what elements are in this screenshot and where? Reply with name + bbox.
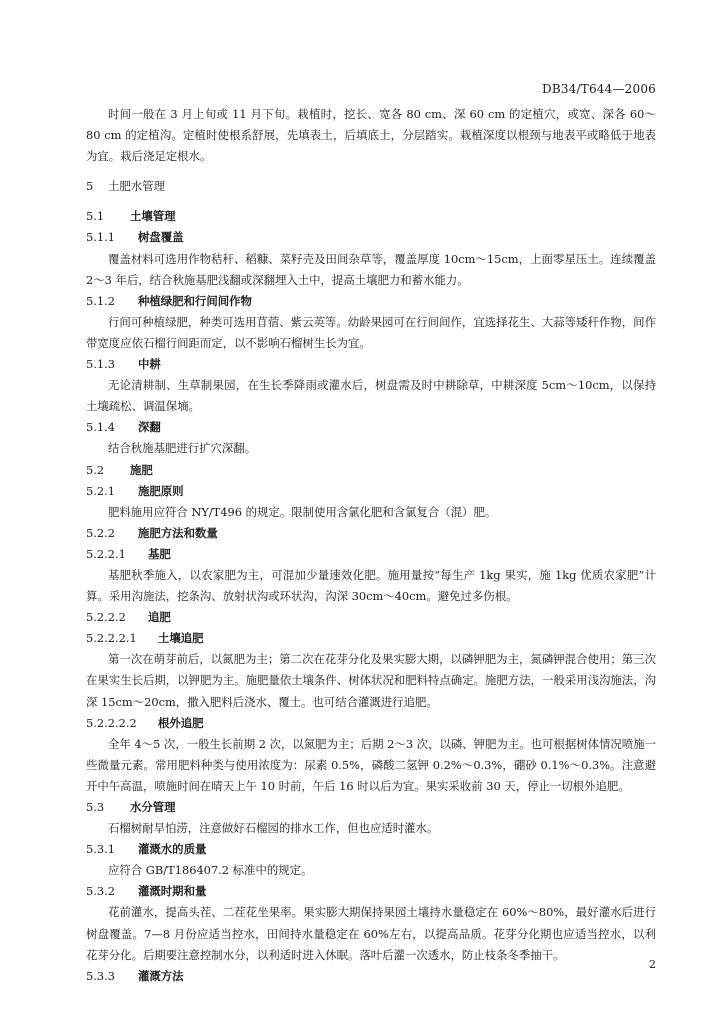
intro-paragraph: 时间一般在 3 月上旬或 11 月下旬。栽植时，挖长、宽各 80 cm、深 60 cm 的定植穴，或宽、深各 60～80 cm 的定植沟。定植时使根系舒展，先填表土，后填底土，分层踏实。栽植深度以根颈与地表平或略低于地表为宜。栽后浇足定根水。 <box>86 107 656 164</box>
heading-number: 5.1 <box>86 209 105 224</box>
heading-title: 土肥水管理 <box>108 179 165 194</box>
paragraph-5-3-1: 应符合 GB/T186407.2 标准中的规定。 <box>108 863 313 878</box>
heading-number: 5.1.1 <box>86 230 115 245</box>
heading-number: 5.2.2.2 <box>86 610 126 625</box>
heading-number: 5.2.2 <box>86 525 115 540</box>
paragraph-5-2-2-2-2: 全年 4～5 次，一般生长前期 2 次，以氮肥为主；后期 2～3 次，以磷、钾肥为主。也可根据树体情况喷施一些微量元素。常用肥料种类与使用浓度为：尿素 0.5%，磷酸二氢钾 0.2%～0.3%，硼砂 0.1%～0.3%。注意避开中午高温，喷施时间在晴天上午 10 时前，午后 16 时以后为宜。果实采收前 30 天，停止一切根外追肥。 <box>86 736 656 793</box>
heading-number: 5.2 <box>86 462 105 477</box>
heading-title: 灌溉时期和量 <box>138 884 207 899</box>
paragraph-5-3: 石榴树耐旱怕涝，注意做好石榴园的排水工作，但也应适时灌水。 <box>108 821 439 836</box>
heading-5-1-1 <box>86 227 656 248</box>
paragraph-5-2-2-1: 基肥秋季施入，以农家肥为主，可混加少量速效化肥。施用量按“每生产 1kg 果实，施 1kg 优质农家肥”计算。采用沟施法，挖条沟、放射状沟或环状沟，沟深 30cm～40cm。避免过多伤根。 <box>86 567 656 604</box>
heading-number: 5.3.3 <box>86 968 115 983</box>
heading-5-2-1 <box>86 481 656 502</box>
heading-number: 5.2.2.2.1 <box>86 631 137 646</box>
heading-5-2-2-2-2 <box>86 713 656 734</box>
paragraph-5-1-4: 结合秋施基肥进行扩穴深翻。 <box>108 441 257 456</box>
heading-5 <box>86 176 656 197</box>
heading-number: 5 <box>86 179 94 194</box>
heading-5-3-3 <box>86 966 656 987</box>
paragraph-5-1-1: 覆盖材料可选用作物秸秆、稻糠、菜籽壳及田间杂草等，覆盖厚度 10cm～15cm，上面零星压土。连续覆盖 2～3 年后，结合秋施基肥浅翻或深翻埋入土中，提高土壤肥力和蓄水能力。 <box>86 251 656 287</box>
heading-number: 5.1.3 <box>86 357 115 372</box>
heading-title: 施肥 <box>130 462 153 477</box>
heading-5-2 <box>86 460 656 481</box>
paragraph-5-1-2: 行间可种植绿肥，种类可选用苜蓿、紫云英等。幼龄果园可在行间间作，宜选择花生、大蒜等矮秆作物，间作带宽度应依石榴行间距而定，以不影响石榴树生长为宜。 <box>86 314 656 350</box>
heading-5-1 <box>86 206 656 227</box>
heading-number: 5.2.1 <box>86 483 115 498</box>
heading-5-3 <box>86 797 656 818</box>
heading-5-2-2-2-1 <box>86 628 656 649</box>
heading-title: 水分管理 <box>130 800 176 814</box>
heading-5-3-2 <box>86 881 656 902</box>
heading-title: 施肥原则 <box>138 483 184 498</box>
heading-title: 基肥 <box>148 546 171 561</box>
heading-title: 施肥方法和数量 <box>138 525 218 540</box>
heading-number: 5.1.2 <box>86 293 115 308</box>
paragraph-5-3-2: 花前灌水，提高头茬、二茬花坐果率。果实膨大期保持果园土壤持水量稳定在 60%～80%，最好灌水后进行树盘覆盖。7—8 月份应适当控水，田间持水量稳定在 60%左右，以提高品质。花芽分化期也应适当控水，以利花芽分化。后期要注意控制水分，以利适时进入休眠。落叶后灌一次透水，防止枝条冬季抽干。 <box>86 905 656 962</box>
heading-title: 深翻 <box>138 420 161 435</box>
heading-5-1-4 <box>86 417 656 438</box>
heading-title: 土壤管理 <box>130 209 176 224</box>
paragraph-5-2-1: 肥料施用应符合 NY/T496 的规定。限制使用含氯化肥和含氯复合（混）肥。 <box>108 504 497 519</box>
heading-title: 树盘覆盖 <box>138 230 184 245</box>
heading-number: 5.1.4 <box>86 420 115 435</box>
heading-number: 5.3.1 <box>86 842 115 857</box>
heading-5-3-1 <box>86 839 656 860</box>
heading-title: 种植绿肥和行间间作物 <box>138 293 252 308</box>
page-number: 2 <box>649 958 656 971</box>
heading-number: 5.3 <box>86 800 105 814</box>
heading-number: 5.2.2.2.2 <box>86 715 137 730</box>
paragraph-5-1-3: 无论清耕制、生草制果园，在生长季降雨或灌水后，树盘需及时中耕除草，中耕深度 5cm～10cm，以保持土壤疏松、调温保墒。 <box>86 378 656 414</box>
heading-title: 土壤追肥 <box>158 631 204 646</box>
heading-title: 中耕 <box>138 357 161 372</box>
heading-title: 追肥 <box>148 610 171 625</box>
heading-number: 5.3.2 <box>86 884 115 899</box>
standard-code: DB34/T644—2006 <box>542 82 656 96</box>
heading-number: 5.2.2.1 <box>86 546 126 561</box>
heading-title: 灌溉水的质量 <box>138 842 207 857</box>
page-content <box>86 104 656 987</box>
heading-5-2-2-1 <box>86 544 656 565</box>
paragraph-5-2-2-2-1: 第一次在萌芽前后，以氮肥为主；第二次在花芽分化及果实膨大期，以磷钾肥为主，氮磷钾混合使用；第三次在果实生长后期，以钾肥为主。施肥量依土壤条件、树体状况和肥料特点确定。施肥方法，一般采用浅沟施法，沟深 15cm～20cm，撒入肥料后浇水、覆土。也可结合灌溉进行追肥。 <box>86 652 656 709</box>
heading-title: 根外追肥 <box>158 715 204 730</box>
heading-title: 灌溉方法 <box>138 968 184 983</box>
heading-5-1-3 <box>86 354 656 375</box>
heading-5-2-2 <box>86 523 656 544</box>
heading-5-2-2-2 <box>86 607 656 628</box>
heading-5-1-2 <box>86 291 656 312</box>
